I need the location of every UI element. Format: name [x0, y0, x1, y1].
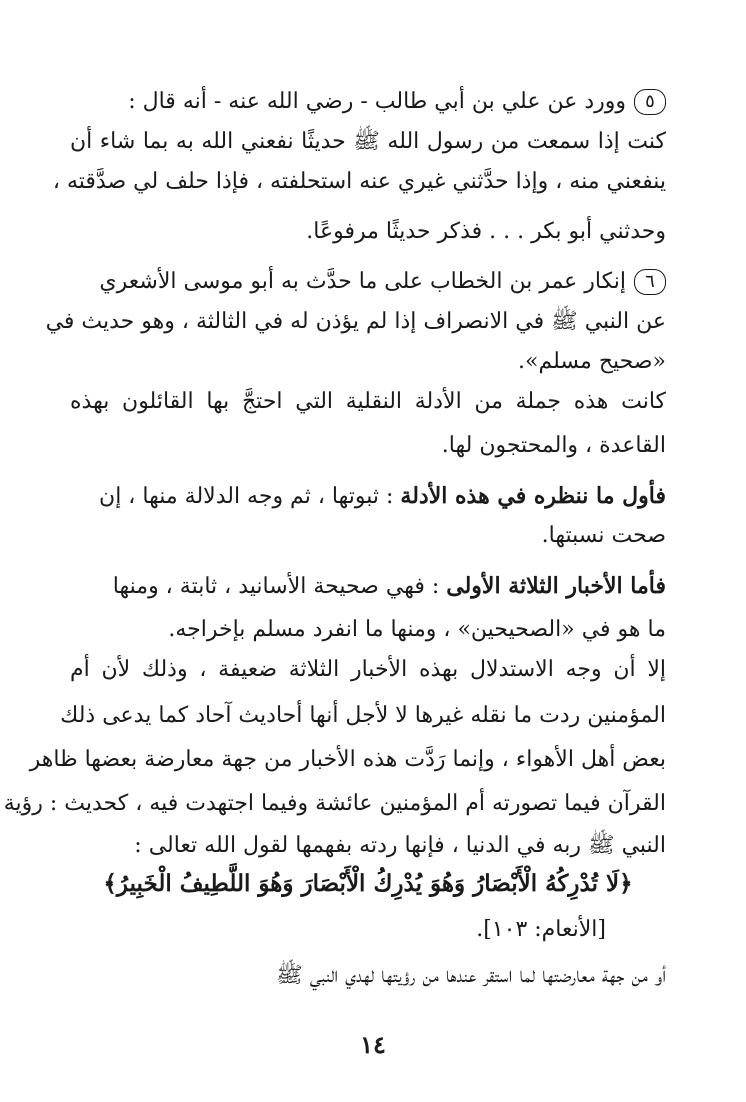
- paragraph-10-line-1: إلا أن وجه الاستدلال بهذه الأخبار الثلاثة ضعيفة ، وذلك لأن أم: [70, 657, 666, 682]
- paragraph-10-line-4: القرآن فيما تصورته أم المؤمنين عائشة وفيما اجتهدت فيه ، كحديث : رؤية: [3, 791, 666, 816]
- paragraph-8-line-2: صحت نسبتها.: [541, 523, 666, 548]
- text-span: : ثبوتها ، ثم وجه الدلالة منها ، إن: [99, 484, 394, 509]
- verse-reference: [الأنعام: ١٠٣].: [476, 917, 606, 942]
- paragraph-5-line-4: وحدثني أبو بكر . . . فذكر حديثًا مرفوعًا.: [306, 219, 666, 244]
- paragraph-5-line-2: كنت إذا سمعت من رسول الله ﷺ حديثًا نفعني الله به بما شاء أن: [70, 129, 666, 154]
- paragraph-8-line-1: [70, 476, 666, 516]
- bold-lead-in: فأول ما ننظره في هذه الأدلة: [400, 483, 666, 509]
- paragraph-5-line-1: [70, 82, 666, 122]
- bold-lead-in: فأما الأخبار الثلاثة الأولى: [446, 573, 666, 599]
- quran-verse: ﴿لَا تُدْرِكُهُ الْأَبْصَارُ وَهُوَ يُدْرِكُ الْأَبْصَارَ وَهُوَ اللَّطِيفُ الْخَبِيرُ﴾: [103, 870, 633, 897]
- paragraph-9-line-2: ما هو في «الصحيحين» ، ومنها ما انفرد مسلم بإخراجه.: [168, 617, 666, 642]
- text-span: : فهي صحيحة الأسانيد ، ثابتة ، ومنها: [112, 574, 440, 599]
- item-number-6: ٦: [634, 269, 666, 295]
- paragraph-5-line-3: ينفعني منه ، وإذا حدَّثني غيري عنه استحلفته ، فإذا حلف لي صدَّقته ،: [52, 169, 666, 194]
- paragraph-10-line-2: المؤمنين ردت ما نقله غيرها لا لأجل أنها أحاديث آحاد كما يدعى ذلك: [60, 703, 666, 728]
- text-span: إنكار عمر بن الخطاب على ما حدَّث به أبو موسى الأشعري: [99, 269, 626, 294]
- item-number-5: ٥: [634, 89, 666, 115]
- paragraph-9-line-1: [70, 566, 666, 606]
- paragraph-6-line-3: «صحيح مسلم».: [518, 349, 666, 374]
- paragraph-6-line-1: [70, 262, 666, 302]
- paragraph-11-line-1: أو من جهة معارضتها لما استقر عندها من رؤيتها لهدي النبي ﷺ: [276, 963, 666, 988]
- paragraph-10-line-3: بعض أهل الأهواء ، وإنما رَدَّت هذه الأخبار من جهة معارضة بعضها ظاهر: [29, 747, 666, 772]
- paragraph-6-line-2: عن النبي ﷺ في الانصراف إذا لم يؤذن له في الثالثة ، وهو حديث في: [45, 309, 666, 334]
- paragraph-10-line-5: النبي ﷺ ربه في الدنيا ، فإنها ردته بفهمها لقول الله تعالى :: [134, 833, 666, 858]
- text-span: وورد عن علي بن أبي طالب - رضي الله عنه - أنه قال :: [128, 89, 626, 114]
- paragraph-7-line-1: كانت هذه جملة من الأدلة النقلية التي احتجَّ بها القائلون بهذه: [70, 389, 666, 414]
- page-number: ١٤: [360, 1030, 386, 1059]
- paragraph-7-line-2: القاعدة ، والمحتجون لها.: [441, 433, 666, 458]
